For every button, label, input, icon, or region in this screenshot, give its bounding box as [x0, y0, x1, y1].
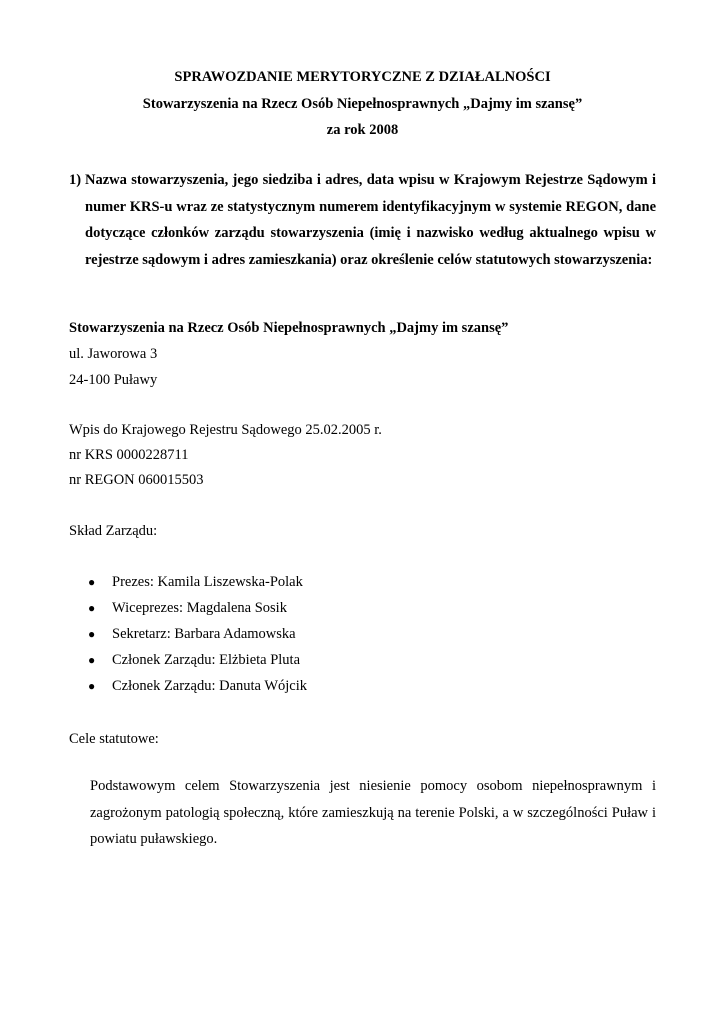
board-member: Członek Zarządu: Elżbieta Pluta	[112, 652, 301, 668]
bullet-icon: ●	[88, 575, 96, 589]
list-item	[88, 623, 307, 649]
goals-text: Podstawowym celem Stowarzyszenia jest niesienie pomocy osobom niepełnosprawnym i zagrożonym patologią społeczną, które zamieszkują na terenie Polski, a w szczególności Puław i powiatu puławskiego.	[90, 778, 656, 847]
krs-number: nr KRS 0000228711	[69, 447, 189, 463]
bullet-icon: ●	[88, 653, 96, 667]
organization-street: ul. Jaworowa 3	[69, 346, 158, 362]
report-year: za rok 2008	[326, 122, 399, 138]
organization-city: 24-100 Puławy	[69, 372, 158, 388]
board-member: Wiceprezes: Magdalena Sosik	[112, 600, 287, 616]
bullet-icon: ●	[88, 601, 96, 615]
board-members-list	[88, 571, 307, 701]
report-subtitle: Stowarzyszenia na Rzecz Osób Niepełnosprawnych „Dajmy im szansę”	[142, 96, 583, 112]
regon-number: nr REGON 060015503	[69, 472, 204, 488]
board-heading: Skład Zarządu:	[69, 523, 158, 539]
bullet-icon: ●	[88, 627, 96, 641]
report-title: SPRAWOZDANIE MERYTORYCZNE Z DZIAŁALNOŚCI	[174, 69, 551, 85]
list-item	[88, 649, 307, 675]
section-1-number: 1)	[69, 172, 82, 188]
krs-entry-date: Wpis do Krajowego Rejestru Sądowego 25.02.2005 r.	[69, 422, 382, 438]
board-member: Prezes: Kamila Liszewska-Polak	[112, 574, 303, 590]
board-member: Sekretarz: Barbara Adamowska	[112, 626, 296, 642]
organization-name: Stowarzyszenia na Rzecz Osób Niepełnosprawnych „Dajmy im szansę”	[69, 320, 509, 336]
section-1-text: Nazwa stowarzyszenia, jego siedziba i adres, data wpisu w Krajowym Rejestrze Sądowym i numer KRS-u wraz ze statystycznym numerem identyfikacyjnym w systemie REGON, dane dotyczące członków zarządu stowarzyszenia (imię i nazwisko według aktualnego wpisu w rejestrze sądowym i adres zamieszkania) oraz określenie celów statutowych stowarzyszenia:	[85, 172, 656, 268]
section-1	[69, 167, 656, 273]
goals-heading: Cele statutowe:	[69, 731, 159, 747]
list-item	[88, 675, 307, 701]
bullet-icon: ●	[88, 679, 96, 693]
list-item	[88, 597, 307, 623]
board-member: Członek Zarządu: Danuta Wójcik	[112, 678, 308, 694]
list-item	[88, 571, 307, 597]
